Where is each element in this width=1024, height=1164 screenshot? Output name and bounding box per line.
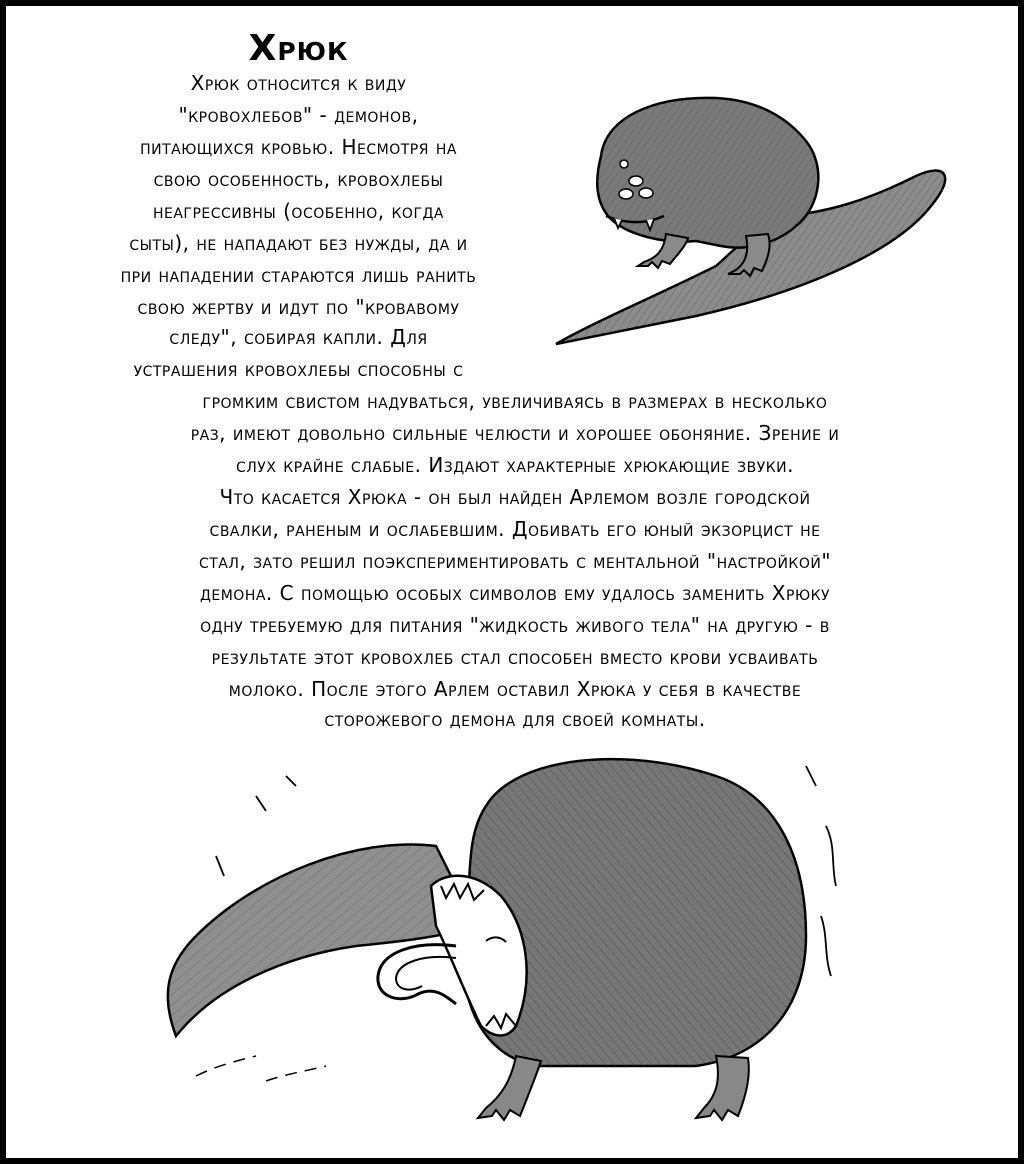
text-line: сыты), не нападают без нужды, да и	[129, 231, 468, 255]
text-line: демона. С помощью особых символов ему удалось заменить Хрюку	[199, 581, 831, 605]
text-line: сторожевого демона для своей комнаты.	[324, 707, 706, 731]
text-line: "кровохлебов" - демонов,	[178, 103, 419, 127]
page-title: Хрюк	[248, 28, 349, 69]
text-line: свалки, раненым и ослабевшим. Добивать его юный экзорцист не	[209, 517, 821, 541]
creature-inflated-illustration	[156, 736, 856, 1136]
text-line: устрашения кровохлебы способны с	[133, 357, 464, 381]
text-line: слух крайне слабые. Издают характерные хрюкающие звуки.	[235, 453, 794, 477]
text-line: при нападении стараются лишь ранить	[120, 263, 477, 287]
text-line: результате этот кровохлеб стал способен вместо крови усваивать	[211, 645, 819, 669]
text-line: следу", собирая капли. Для	[169, 325, 428, 349]
text-line: Хрюк относится к виду	[190, 71, 407, 95]
creature-calm-illustration	[546, 66, 1006, 366]
text-line: громким свистом надуваться, увеличиваясь в размерах в несколько	[202, 389, 828, 413]
text-line: раз, имеют довольно сильные челюсти и хорошее обоняние. Зрение и	[190, 421, 840, 445]
text-line: неагрессивны (особенно, когда	[152, 199, 444, 223]
text-line: молоко. После этого Арлем оставил Хрюка у себя в качестве	[228, 677, 802, 701]
text-line: Что касается Хрюка - он был найден Арлемом возле городской	[219, 485, 811, 509]
text-line: свою особенность, кровохлебы	[153, 167, 444, 191]
creature-eye	[620, 160, 628, 168]
text-line: питающихся кровью. Несмотря на	[140, 135, 457, 159]
text-line: одну требуемую для питания "жидкость живого тела" на другую - в	[200, 613, 830, 637]
text-line: стал, зато решил поэкспериментировать с ментальной "настройкой"	[198, 549, 832, 573]
text-line: свою жертву и идут по "кровавому	[137, 295, 460, 319]
